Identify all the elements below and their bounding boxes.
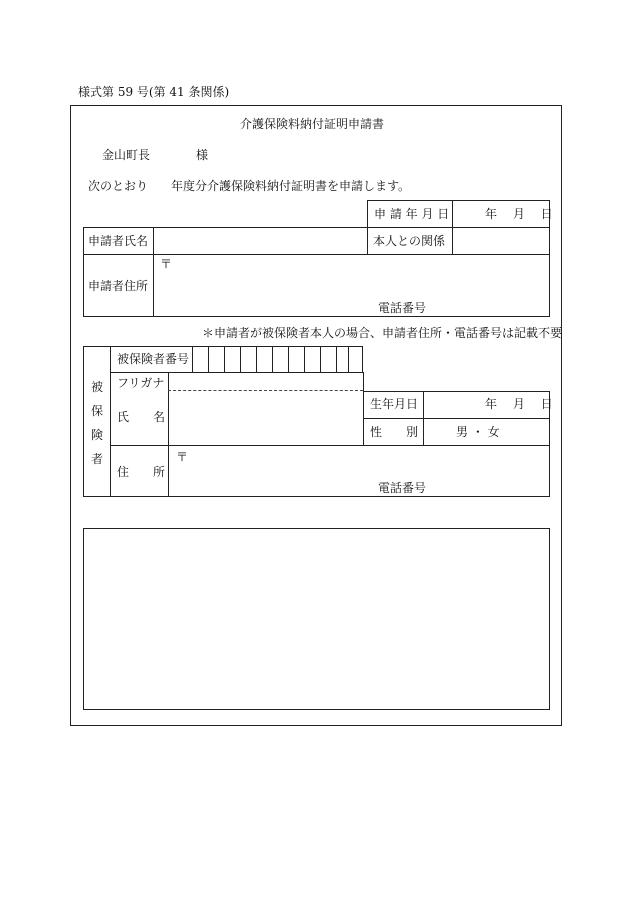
addressee-name: 金山町長	[102, 148, 151, 162]
request-text: 年度分介護保険料納付証明書を申請します。	[171, 179, 411, 193]
remarks-box[interactable]	[83, 528, 550, 710]
applicant-note: ＊申請者が被保険者本人の場合、申請者住所・電話番号は記載不要	[202, 326, 563, 340]
insured-address-label: 住 所	[117, 465, 166, 479]
applicant-postal-mark: 〒	[160, 257, 173, 271]
insured-phone-label: 電話番号	[378, 481, 427, 495]
furigana-label: フリガナ	[117, 376, 165, 390]
relation-field[interactable]	[454, 229, 548, 253]
form-id: 様式第 59 号(第 41 条関係)	[78, 85, 230, 99]
applicant-name-label: 申請者氏名	[88, 234, 149, 248]
insured-postal-mark: 〒	[176, 450, 189, 464]
gender-label: 性 別	[370, 425, 419, 439]
insured-side-char: 険	[91, 428, 104, 442]
insured-number-field[interactable]	[193, 347, 361, 372]
insured-side-char: 者	[91, 452, 104, 466]
applicant-address-label: 申請者住所	[88, 279, 149, 293]
birth-label: 生年月日	[370, 397, 419, 411]
applicant-name-field[interactable]	[155, 229, 365, 253]
furigana-field[interactable]	[170, 374, 360, 389]
application-date-label: 申 請 年 月 日	[374, 207, 450, 221]
insured-side-char: 被	[91, 380, 104, 394]
addressee-honorific: 様	[196, 148, 209, 162]
applicant-address-field[interactable]	[175, 256, 545, 294]
insured-name-field[interactable]	[170, 393, 360, 443]
gender-field[interactable]: 男 ・ 女	[456, 425, 500, 439]
insured-address-field[interactable]	[190, 448, 545, 476]
relation-label: 本人との関係	[373, 234, 446, 248]
applicant-phone-label: 電話番号	[378, 301, 427, 315]
insured-number-label: 被保険者番号	[117, 352, 190, 366]
form-title: 介護保険料納付証明申請書	[240, 117, 385, 131]
insured-name-label: 氏 名	[117, 410, 166, 424]
birth-field[interactable]: 年 月 日	[485, 397, 553, 411]
insured-side-column	[83, 346, 111, 497]
application-date-field[interactable]: 年 月 日	[485, 207, 553, 221]
request-lead: 次のとおり	[88, 179, 149, 193]
insured-side-char: 保	[91, 404, 104, 418]
